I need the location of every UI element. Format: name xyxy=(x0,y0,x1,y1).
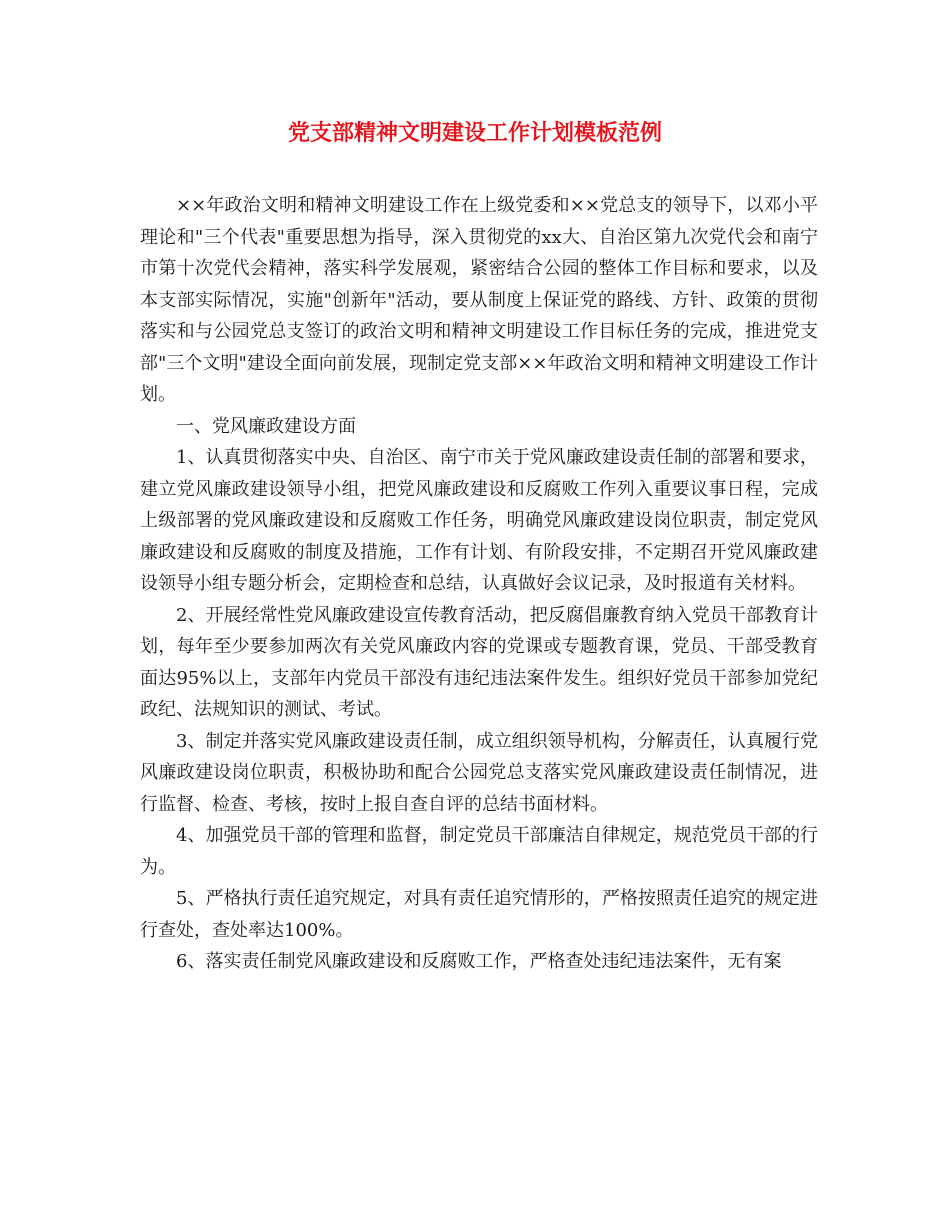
paragraph-item-4: 4、加强党员干部的管理和监督，制定党员干部廉洁自律规定，规范党员干部的行为。 xyxy=(140,825,818,878)
paragraph-intro: ××年政治文明和精神文明建设工作在上级党委和××党总支的领导下，以邓小平理论和"三个代表"重要思想为指导，深入贯彻党的xx大、自治区第九次党代会和南宁市第十次党代会精神，落实科学发展观，紧密结合公园的整体工作目标和要求，以及本支部实际情况，实施"创新年"活动，要从制度上保证党的路线、方针、政策的贯彻落实和与公园党总支签订的政治文明和精神文明建设工作目标任务的完成，推进党支部"三个文明"建设全面向前发展，现制定党支部××年政治文明和精神文明建设工作计划。 xyxy=(140,195,818,405)
paragraph-item-1: 1、认真贯彻落实中央、自治区、南宁市关于党风廉政建设责任制的部署和要求，建立党风廉政建设领导小组，把党风廉政建设和反腐败工作列入重要议事日程，完成上级部署的党风廉政建设和反腐败工作任务，明确党风廉政建设岗位职责，制定党风廉政建设和反腐败的制度及措施，工作有计划、有阶段安排，不定期召开党风廉政建设领导小组专题分析会，定期检查和总结，认真做好会议记录，及时报道有关材料。 xyxy=(140,447,818,594)
paragraph-item-2: 2、开展经常性党风廉政建设宣传教育活动，把反腐倡廉教育纳入党员干部教育计划，每年至少要参加两次有关党风廉政内容的党课或专题教育课，党员、干部受教育面达95%以上，支部年内党员干部没有违纪违法案件发生。组织好党员干部参加党纪政纪、法规知识的测试、考试。 xyxy=(140,604,818,720)
paragraph-item-3: 3、制定并落实党风廉政建设责任制，成立组织领导机构，分解责任，认真履行党风廉政建设岗位职责，积极协助和配合公园党总支落实党风廉政建设责任制情况，进行监督、检查、考核，按时上报自查自评的总结书面材料。 xyxy=(140,730,818,815)
paragraph-item-6: 6、落实责任制党风廉政建设和反腐败工作，严格查处违纪违法案件，无有案 xyxy=(176,951,782,972)
section-heading: 一、党风廉政建设方面 xyxy=(176,415,356,437)
document-body xyxy=(140,190,818,978)
paragraph-item-5: 5、严格执行责任追究规定，对具有责任追究情形的，严格按照责任追究的规定进行查处，查处率达100%。 xyxy=(140,888,818,941)
document-title: 党支部精神文明建设工作计划模板范例 xyxy=(287,121,662,146)
